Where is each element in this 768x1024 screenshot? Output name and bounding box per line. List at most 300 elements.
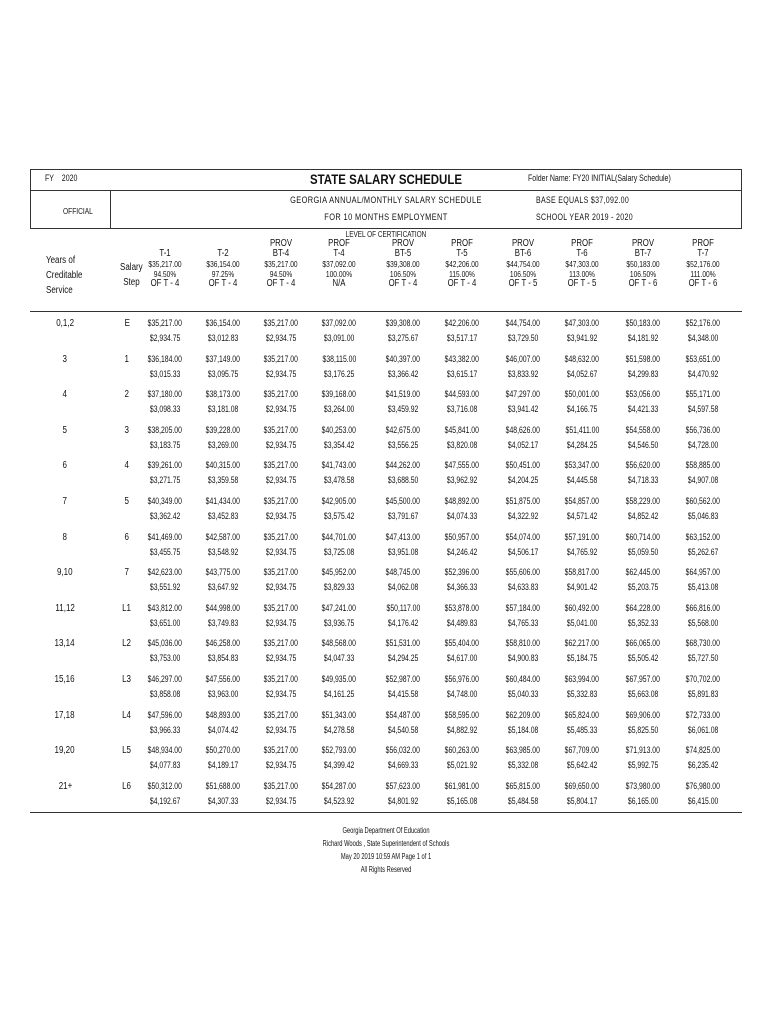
annual-salary-cell: $48,934.00 [147, 745, 183, 757]
annual-salary-cell: $38,115.00 [322, 353, 356, 365]
column-header-line: 111.00% [690, 269, 716, 279]
monthly-salary-cell: $3,091.00 [323, 333, 355, 344]
salary-step: E [124, 318, 130, 329]
column-header-line: $47,303.00 [565, 259, 599, 269]
annual-salary-cell: $63,985.00 [505, 745, 541, 757]
monthly-salary-cell: $4,546.50 [627, 439, 659, 451]
monthly-salary-cell: $4,765.92 [566, 546, 598, 558]
years-of-service: 17,18 [54, 709, 76, 721]
annual-salary-cell: $57,191.00 [564, 531, 600, 543]
salary-step: L4 [122, 709, 132, 721]
footer [30, 824, 742, 876]
monthly-salary-cell: $5,184.08 [507, 724, 539, 736]
years-of-service: 9,10 [57, 567, 73, 579]
footer-superintendent: Richard Woods , State Superintendent of Schools [322, 839, 450, 848]
column-header-line: PROF [328, 238, 350, 249]
table-row [30, 674, 742, 712]
annual-salary-cell: $39,261.00 [147, 460, 183, 472]
monthly-salary-cell: $4,617.00 [446, 653, 478, 665]
monthly-salary-cell: $4,718.33 [627, 475, 659, 487]
annual-salary-cell: $68,730.00 [685, 638, 721, 650]
annual-salary-cell: $60,714.00 [625, 531, 661, 543]
years-of-service: 4 [62, 389, 68, 401]
column-header-line: 106.50% [629, 269, 657, 279]
schedule-header [30, 169, 742, 229]
annual-salary-cell: $37,092.00 [321, 318, 357, 329]
column-header-line: $50,183.00 [626, 259, 660, 269]
annual-salary-cell: $45,036.00 [147, 638, 183, 650]
monthly-salary-cell: $3,098.33 [149, 404, 181, 416]
annual-salary-cell: $64,228.00 [625, 602, 661, 614]
column-header-line: $42,206.00 [445, 259, 479, 269]
annual-salary-cell: $58,810.00 [505, 638, 541, 650]
table-row [30, 425, 742, 463]
monthly-salary-cell: $3,936.75 [323, 617, 355, 629]
years-of-service: 21+ [58, 780, 72, 792]
monthly-salary-cell: $4,489.83 [446, 617, 478, 629]
column-header-line: PROF [571, 238, 593, 249]
annual-salary-cell: $58,885.00 [685, 460, 721, 472]
years-of-service: 13,14 [54, 638, 76, 650]
salary-step: L3 [122, 674, 132, 685]
annual-salary-cell: $53,347.00 [564, 460, 600, 472]
salary-step: L1 [122, 602, 132, 614]
monthly-salary-cell: $3,478.58 [323, 475, 355, 487]
annual-salary-cell: $48,568.00 [321, 638, 357, 650]
monthly-salary-cell: $5,505.42 [627, 653, 659, 665]
monthly-salary-cell: $5,352.33 [627, 617, 659, 629]
monthly-salary-cell: $4,181.92 [627, 333, 659, 344]
annual-salary-cell: $47,297.00 [505, 389, 541, 401]
monthly-salary-cell: $3,366.42 [387, 368, 419, 380]
annual-salary-cell: $44,701.00 [321, 531, 357, 543]
annual-salary-cell: $35,217.00 [263, 780, 299, 792]
annual-salary-cell: $48,745.00 [385, 567, 421, 579]
monthly-salary-cell: $3,271.75 [149, 475, 181, 487]
column-header-line: PROV [631, 238, 655, 249]
annual-salary-cell: $57,184.00 [505, 602, 541, 614]
annual-salary-cell: $65,824.00 [564, 709, 600, 721]
annual-salary-cell: $42,623.00 [147, 567, 183, 579]
salary-step: 5 [124, 496, 130, 507]
annual-salary-cell: $35,217.00 [263, 496, 299, 507]
monthly-salary-cell: $3,176.25 [323, 368, 355, 380]
monthly-salary-cell: $4,399.42 [323, 760, 355, 772]
monthly-salary-cell: $4,366.33 [446, 582, 478, 594]
annual-salary-cell: $54,857.00 [564, 496, 600, 507]
column-header-line: OF T - 5 [567, 278, 597, 289]
annual-salary-cell: $48,893.00 [205, 709, 241, 721]
annual-salary-cell: $64,957.00 [685, 567, 721, 579]
annual-salary-cell: $56,976.00 [444, 674, 480, 685]
column-header-line: $35,217.00 [264, 259, 298, 269]
table-row [30, 638, 742, 676]
column-header-t-4 [310, 239, 368, 289]
monthly-salary-cell: $4,523.92 [323, 795, 355, 807]
column-header-line: $39,308.00 [386, 259, 420, 269]
annual-salary-cell: $62,217.00 [564, 638, 600, 650]
annual-salary-cell: $53,878.00 [444, 602, 480, 614]
monthly-salary-cell: $4,765.33 [507, 617, 539, 629]
salary-step: 3 [124, 424, 130, 436]
monthly-salary-cell: $4,571.42 [566, 511, 598, 522]
monthly-salary-cell: $3,820.08 [446, 439, 478, 451]
monthly-salary-cell: $5,484.58 [507, 795, 539, 807]
annual-salary-cell: $43,382.00 [444, 353, 480, 365]
annual-salary-cell: $56,620.00 [625, 460, 661, 472]
column-header-line: PROF [692, 238, 714, 249]
annual-salary-cell: $50,312.00 [147, 780, 183, 792]
annual-salary-cell: $45,500.00 [385, 496, 421, 507]
monthly-salary-cell: $5,021.92 [446, 760, 478, 772]
annual-salary-cell: $72,733.00 [685, 709, 721, 721]
salary-step: L2 [122, 638, 132, 650]
monthly-salary-cell: $4,278.58 [323, 724, 355, 736]
annual-salary-cell: $39,308.00 [385, 318, 421, 329]
monthly-salary-cell: $2,934.75 [265, 475, 297, 487]
annual-salary-cell: $48,632.00 [564, 353, 600, 365]
monthly-salary-cell: $3,749.83 [207, 617, 239, 629]
monthly-salary-cell: $3,829.33 [323, 582, 355, 594]
monthly-salary-cell: $4,415.58 [387, 689, 419, 700]
annual-salary-cell: $60,562.00 [685, 496, 721, 507]
monthly-salary-cell: $3,354.42 [323, 439, 355, 451]
annual-salary-cell: $74,825.00 [685, 745, 721, 757]
annual-salary-cell: $76,980.00 [685, 780, 721, 792]
annual-salary-cell: $35,217.00 [263, 638, 299, 650]
annual-salary-cell: $54,287.00 [321, 780, 357, 792]
column-header-bt-5 [374, 239, 432, 289]
monthly-salary-cell: $4,900.83 [507, 653, 539, 665]
monthly-salary-cell: $4,728.00 [687, 439, 719, 451]
annual-salary-cell: $37,149.00 [205, 353, 241, 365]
table-row [30, 781, 742, 819]
monthly-salary-cell: $3,269.00 [207, 439, 239, 451]
monthly-salary-cell: $3,362.42 [149, 511, 181, 522]
column-header-line: $37,092.00 [322, 259, 356, 269]
annual-salary-cell: $50,270.00 [205, 745, 241, 757]
monthly-salary-cell: $4,284.25 [566, 439, 598, 451]
monthly-salary-cell: $4,062.08 [387, 582, 419, 594]
annual-salary-cell: $63,152.00 [685, 531, 721, 543]
years-of-service: 3 [62, 353, 68, 365]
monthly-salary-cell: $2,934.75 [265, 617, 297, 629]
monthly-salary-cell: $3,452.83 [207, 511, 239, 522]
salary-step: 7 [124, 567, 130, 579]
monthly-salary-cell: $4,506.17 [507, 546, 539, 558]
monthly-salary-cell: $2,934.75 [265, 582, 297, 594]
monthly-salary-cell: $3,181.08 [207, 404, 239, 416]
school-year: SCHOOL YEAR 2019 - 2020 [536, 212, 633, 222]
monthly-salary-cell: $3,854.83 [207, 653, 239, 665]
monthly-salary-cell: $2,934.75 [265, 333, 297, 344]
salary-step: 4 [124, 460, 130, 472]
annual-salary-cell: $41,434.00 [205, 496, 241, 507]
annual-salary-cell: $51,531.00 [385, 638, 421, 650]
column-header-t-1 [136, 249, 194, 289]
monthly-salary-cell: $4,445.58 [566, 475, 598, 487]
annual-salary-cell: $35,217.00 [263, 531, 299, 543]
annual-salary-cell: $44,754.00 [505, 318, 541, 329]
annual-salary-cell: $67,709.00 [564, 745, 600, 757]
annual-salary-cell: $51,598.00 [625, 353, 661, 365]
annual-salary-cell: $48,626.00 [505, 424, 541, 436]
column-header-bt-7 [614, 239, 672, 289]
annual-salary-cell: $63,994.00 [564, 674, 600, 685]
annual-salary-cell: $50,117.00 [386, 602, 420, 614]
annual-salary-cell: $58,817.00 [564, 567, 600, 579]
monthly-salary-cell: $4,307.33 [207, 795, 239, 807]
annual-salary-cell: $53,651.00 [685, 353, 721, 365]
annual-salary-cell: $35,217.00 [263, 567, 299, 579]
annual-salary-cell: $62,445.00 [625, 567, 661, 579]
annual-salary-cell: $56,032.00 [385, 745, 421, 757]
column-header-bt-4 [252, 239, 310, 289]
annual-salary-cell: $52,793.00 [321, 745, 357, 757]
column-header-line: BT-5 [394, 248, 412, 259]
annual-salary-cell: $60,484.00 [505, 674, 541, 685]
monthly-salary-cell: $3,556.25 [387, 439, 419, 451]
monthly-salary-cell: $4,074.33 [446, 511, 478, 522]
annual-salary-cell: $51,343.00 [321, 709, 357, 721]
monthly-salary-cell: $5,413.08 [687, 582, 719, 594]
monthly-salary-cell: $2,934.75 [265, 439, 297, 451]
monthly-salary-cell: $4,633.83 [507, 582, 539, 594]
monthly-salary-cell: $5,804.17 [566, 795, 598, 807]
footer-department: Georgia Department Of Education [342, 826, 430, 835]
monthly-salary-cell: $5,046.83 [687, 511, 719, 522]
annual-salary-cell: $43,775.00 [205, 567, 241, 579]
column-header-line: OF T - 4 [447, 278, 477, 289]
table-row [30, 389, 742, 427]
annual-salary-cell: $66,816.00 [685, 602, 721, 614]
salary-step: 2 [124, 389, 130, 401]
annual-salary-cell: $50,451.00 [505, 460, 541, 472]
annual-salary-cell: $41,519.00 [385, 389, 421, 401]
annual-salary-cell: $50,001.00 [564, 389, 600, 401]
column-header-t-7 [674, 239, 732, 289]
annual-salary-cell: $39,168.00 [321, 389, 357, 401]
annual-salary-cell: $36,154.00 [205, 318, 241, 329]
column-header-line: OF T - 6 [628, 278, 658, 289]
column-header-line: 100.00% [325, 269, 353, 279]
annual-salary-cell: $47,413.00 [385, 531, 421, 543]
column-header [30, 229, 742, 312]
years-of-service: 0,1,2 [56, 318, 74, 329]
monthly-salary-cell: $2,934.75 [265, 724, 297, 736]
annual-salary-cell: $61,981.00 [444, 780, 480, 792]
annual-salary-cell: $38,173.00 [205, 389, 241, 401]
annual-salary-cell: $41,743.00 [321, 460, 357, 472]
annual-salary-cell: $42,905.00 [321, 496, 357, 507]
years-of-service: 11,12 [55, 602, 75, 614]
monthly-salary-cell: $3,455.75 [149, 546, 181, 558]
annual-salary-cell: $46,297.00 [147, 674, 183, 685]
monthly-salary-cell: $5,165.08 [446, 795, 478, 807]
annual-salary-cell: $40,349.00 [147, 496, 183, 507]
monthly-salary-cell: $3,647.92 [207, 582, 239, 594]
annual-salary-cell: $45,841.00 [444, 424, 480, 436]
monthly-salary-cell: $4,748.00 [446, 689, 478, 700]
monthly-salary-cell: $5,727.50 [687, 653, 719, 665]
annual-salary-cell: $35,217.00 [147, 318, 183, 329]
annual-salary-cell: $49,935.00 [321, 674, 357, 685]
annual-salary-cell: $57,623.00 [385, 780, 421, 792]
monthly-salary-cell: $5,041.00 [566, 617, 598, 629]
salary-step-label: Salary Step [120, 262, 143, 288]
annual-salary-cell: $47,241.00 [321, 602, 357, 614]
monthly-salary-cell: $3,941.42 [507, 404, 539, 416]
monthly-salary-cell: $4,348.00 [687, 333, 719, 344]
monthly-salary-cell: $3,791.67 [387, 511, 419, 522]
years-of-service: 6 [62, 460, 68, 472]
annual-salary-cell: $52,396.00 [444, 567, 480, 579]
annual-salary-cell: $35,217.00 [263, 674, 299, 685]
annual-salary-cell: $69,906.00 [625, 709, 661, 721]
annual-salary-cell: $47,555.00 [444, 460, 480, 472]
official-label: OFFICIAL [63, 206, 93, 216]
table-row [30, 745, 742, 783]
annual-salary-cell: $47,556.00 [205, 674, 241, 685]
annual-salary-cell: $42,587.00 [205, 531, 241, 543]
monthly-salary-cell: $2,934.75 [149, 333, 181, 344]
footer-rights: All Rights Reserved [360, 865, 412, 874]
annual-salary-cell: $51,411.00 [565, 424, 599, 436]
column-header-line: 113.00% [569, 269, 595, 279]
years-service-label: Years of Creditable Service [46, 255, 83, 296]
monthly-salary-cell: $4,204.25 [507, 475, 539, 487]
column-header-line: OF T - 6 [688, 278, 718, 289]
annual-salary-cell: $54,558.00 [625, 424, 661, 436]
column-header-line: OF T - 4 [150, 278, 180, 289]
monthly-salary-cell: $5,332.83 [566, 689, 598, 700]
monthly-salary-cell: $4,882.92 [446, 724, 478, 736]
monthly-salary-cell: $3,951.08 [387, 546, 419, 558]
column-header-line: T-2 [217, 248, 229, 259]
annual-salary-cell: $46,258.00 [205, 638, 241, 650]
monthly-salary-cell: $2,934.75 [265, 404, 297, 416]
monthly-salary-cell: $3,858.08 [149, 689, 181, 700]
monthly-salary-cell: $6,165.00 [627, 795, 659, 807]
annual-salary-cell: $50,957.00 [444, 531, 480, 543]
annual-salary-cell: $38,205.00 [147, 424, 183, 436]
annual-salary-cell: $48,892.00 [444, 496, 480, 507]
annual-salary-cell: $53,056.00 [625, 389, 661, 401]
monthly-salary-cell: $5,642.42 [566, 760, 598, 772]
salary-step: L5 [122, 745, 132, 757]
monthly-salary-cell: $4,299.83 [627, 368, 659, 380]
monthly-salary-cell: $4,801.92 [387, 795, 419, 807]
annual-salary-cell: $67,957.00 [625, 674, 661, 685]
monthly-salary-cell: $5,203.75 [627, 582, 659, 594]
column-header-line: 115.00% [449, 269, 475, 279]
monthly-salary-cell: $4,597.58 [687, 404, 719, 416]
page-title: STATE SALARY SCHEDULE [309, 171, 463, 187]
column-header-line: OF T - 4 [266, 278, 296, 289]
monthly-salary-cell: $5,184.75 [566, 653, 598, 665]
annual-salary-cell: $35,217.00 [263, 389, 299, 401]
monthly-salary-cell: $4,669.33 [387, 760, 419, 772]
column-header-line: PROV [269, 238, 293, 249]
annual-salary-cell: $62,209.00 [505, 709, 541, 721]
annual-salary-cell: $58,595.00 [444, 709, 480, 721]
annual-salary-cell: $40,397.00 [385, 353, 421, 365]
column-header-line: PROV [511, 238, 535, 249]
monthly-salary-cell: $3,963.00 [207, 689, 239, 700]
years-of-service: 7 [62, 496, 68, 507]
monthly-salary-cell: $2,934.75 [265, 368, 297, 380]
monthly-salary-cell: $3,962.92 [446, 475, 478, 487]
monthly-salary-cell: $6,415.00 [687, 795, 719, 807]
annual-salary-cell: $36,184.00 [147, 353, 183, 365]
annual-salary-cell: $51,875.00 [505, 496, 541, 507]
monthly-salary-cell: $3,275.67 [387, 333, 419, 344]
salary-schedule-sheet [30, 169, 742, 874]
annual-salary-cell: $37,180.00 [147, 389, 183, 401]
monthly-salary-cell: $2,934.75 [265, 546, 297, 558]
column-header-line: OF T - 4 [388, 278, 418, 289]
monthly-salary-cell: $4,077.83 [149, 760, 181, 772]
column-header-line: OF T - 4 [208, 278, 238, 289]
schedule-subtitle: GEORGIA ANNUAL/MONTHLY SALARY SCHEDULE [290, 195, 482, 206]
monthly-salary-cell: $6,235.42 [687, 760, 719, 772]
annual-salary-cell: $50,183.00 [625, 318, 661, 329]
annual-salary-cell: $55,606.00 [505, 567, 541, 579]
monthly-salary-cell: $3,966.33 [149, 724, 181, 736]
column-header-line: N/A [332, 278, 346, 289]
monthly-salary-cell: $5,332.08 [507, 760, 539, 772]
annual-salary-cell: $35,217.00 [263, 709, 299, 721]
table-row [30, 532, 742, 570]
monthly-salary-cell: $4,322.92 [507, 511, 539, 522]
monthly-salary-cell: $3,575.42 [323, 511, 355, 522]
monthly-salary-cell: $3,548.92 [207, 546, 239, 558]
annual-salary-cell: $70,702.00 [685, 674, 721, 685]
column-header-line: BT-4 [272, 248, 290, 259]
annual-salary-cell: $39,228.00 [205, 424, 241, 436]
monthly-salary-cell: $2,934.75 [265, 511, 297, 522]
annual-salary-cell: $35,217.00 [263, 424, 299, 436]
annual-salary-cell: $40,315.00 [205, 460, 241, 472]
monthly-salary-cell: $3,517.17 [446, 333, 478, 344]
column-header-line: T-7 [697, 248, 709, 259]
footer-timestamp: May 20 2019 10:59 AM Page 1 of 1 [340, 852, 432, 861]
annual-salary-cell: $47,303.00 [564, 318, 600, 329]
monthly-salary-cell: $5,485.33 [566, 724, 598, 736]
monthly-salary-cell: $4,166.75 [566, 404, 598, 416]
monthly-salary-cell: $3,716.08 [446, 404, 478, 416]
column-header-line: T-6 [576, 248, 588, 259]
monthly-salary-cell: $3,459.92 [387, 404, 419, 416]
table-row [30, 710, 742, 748]
employment-period: FOR 10 MONTHS EMPLOYMENT [324, 212, 448, 223]
column-header-line: 97.25% [211, 269, 235, 279]
annual-salary-cell: $55,404.00 [444, 638, 480, 650]
annual-salary-cell: $40,253.00 [321, 424, 357, 436]
monthly-salary-cell: $3,551.92 [149, 582, 181, 594]
monthly-salary-cell: $4,192.67 [149, 795, 181, 807]
monthly-salary-cell: $2,934.75 [265, 689, 297, 700]
years-of-service: 19,20 [54, 745, 76, 757]
column-header-line: 106.50% [389, 269, 417, 279]
table-row [30, 496, 742, 534]
monthly-salary-cell: $5,568.00 [687, 617, 719, 629]
monthly-salary-cell: $5,825.50 [627, 724, 659, 736]
annual-salary-cell: $71,913.00 [625, 745, 661, 757]
monthly-salary-cell: $4,074.42 [207, 724, 239, 736]
salary-step: 1 [124, 353, 130, 365]
monthly-salary-cell: $2,934.75 [265, 760, 297, 772]
